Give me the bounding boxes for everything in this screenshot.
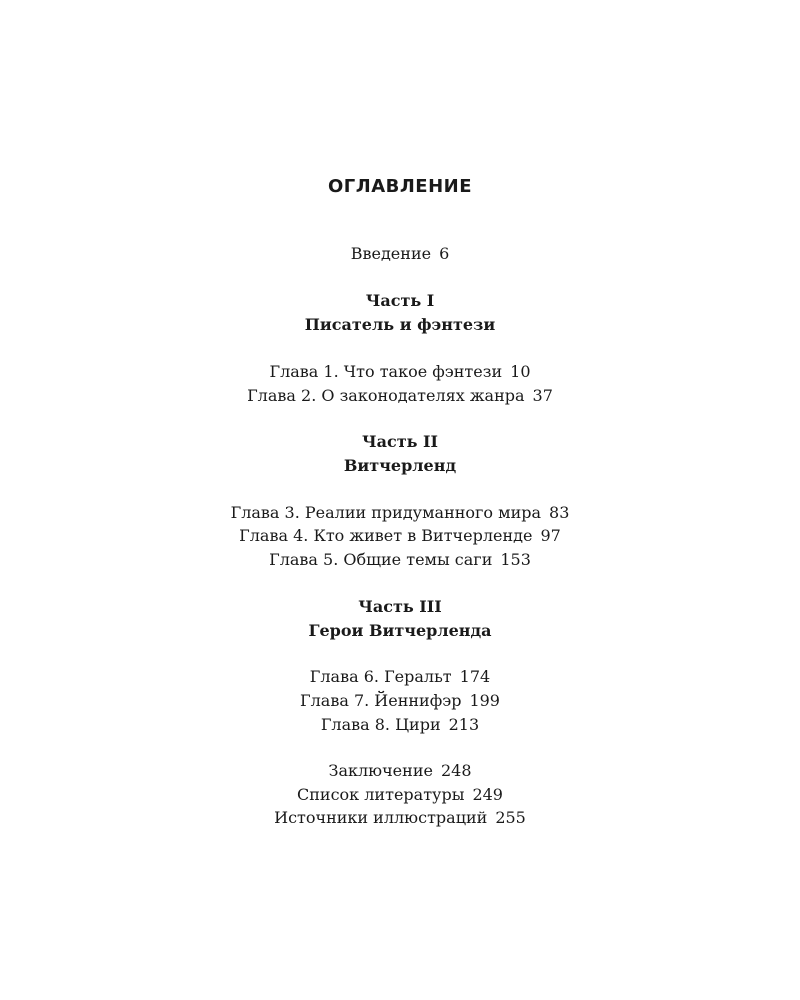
toc-entry-page: 249: [472, 785, 503, 804]
toc-entry-chapter-8: [0, 713, 800, 737]
toc-entry-label: Глава 3. Реалии придуманного мира: [230, 503, 542, 522]
toc-entry-page: 37: [532, 386, 553, 405]
toc-entry-label: Глава 8. Цири: [320, 715, 441, 734]
page-title: ОГЛАВЛЕНИЕ: [327, 176, 473, 197]
toc-entry-page: 153: [500, 550, 531, 569]
toc-entry-page: 199: [469, 691, 500, 710]
toc-entry-page: 6: [439, 244, 450, 263]
toc-entry-chapter-7: [0, 689, 800, 713]
toc-entry-label: Список литературы: [297, 785, 465, 804]
toc-entry-page: 255: [495, 808, 526, 827]
toc-entry-page: 248: [440, 761, 472, 780]
part-1-name: Писатель и фэнтези: [304, 315, 496, 334]
toc-entry-conclusion: [0, 759, 800, 783]
toc-entry-chapter-2: [0, 384, 800, 408]
part-2-name: Витчерленд: [343, 456, 457, 475]
toc-entry-label: Глава 2. О законодателях жанра: [247, 386, 525, 405]
toc-entry-chapter-1: [0, 360, 800, 384]
toc-entry-page: 174: [459, 667, 491, 686]
toc-entry-illustration-sources: [0, 806, 800, 830]
toc-entry-label: Глава 4. Кто живет в Витчерленде: [239, 526, 533, 545]
toc-entry-label: Глава 6. Геральт: [309, 667, 452, 686]
toc-entry-label: Заключение: [328, 761, 433, 780]
toc-entry-page: 213: [448, 715, 480, 734]
part-3-name: Герои Витчерленда: [308, 621, 492, 640]
toc-entry-label: Глава 7. Йеннифэр: [300, 691, 462, 710]
toc-entry-chapter-3: [0, 501, 800, 525]
toc-entry-page: 10: [510, 362, 531, 381]
toc-entry-page: 97: [540, 526, 561, 545]
toc-entry-chapter-5: [0, 548, 800, 572]
toc-entry-label: Введение: [350, 244, 432, 263]
toc-entry-label: Источники иллюстраций: [274, 808, 488, 827]
toc-entry-chapter-6: [0, 665, 800, 689]
toc-entry-bibliography: [0, 783, 800, 807]
toc-entry-intro: [0, 242, 800, 266]
toc-entry-page: 83: [549, 503, 570, 522]
part-1-label: Часть I: [365, 291, 435, 310]
part-2-label: Часть II: [361, 432, 439, 451]
part-3-label: Часть III: [358, 597, 442, 616]
toc-entry-label: Глава 5. Общие темы саги: [269, 550, 493, 569]
toc-entry-chapter-4: [0, 524, 800, 548]
toc-entry-label: Глава 1. Что такое фэнтези: [269, 362, 503, 381]
